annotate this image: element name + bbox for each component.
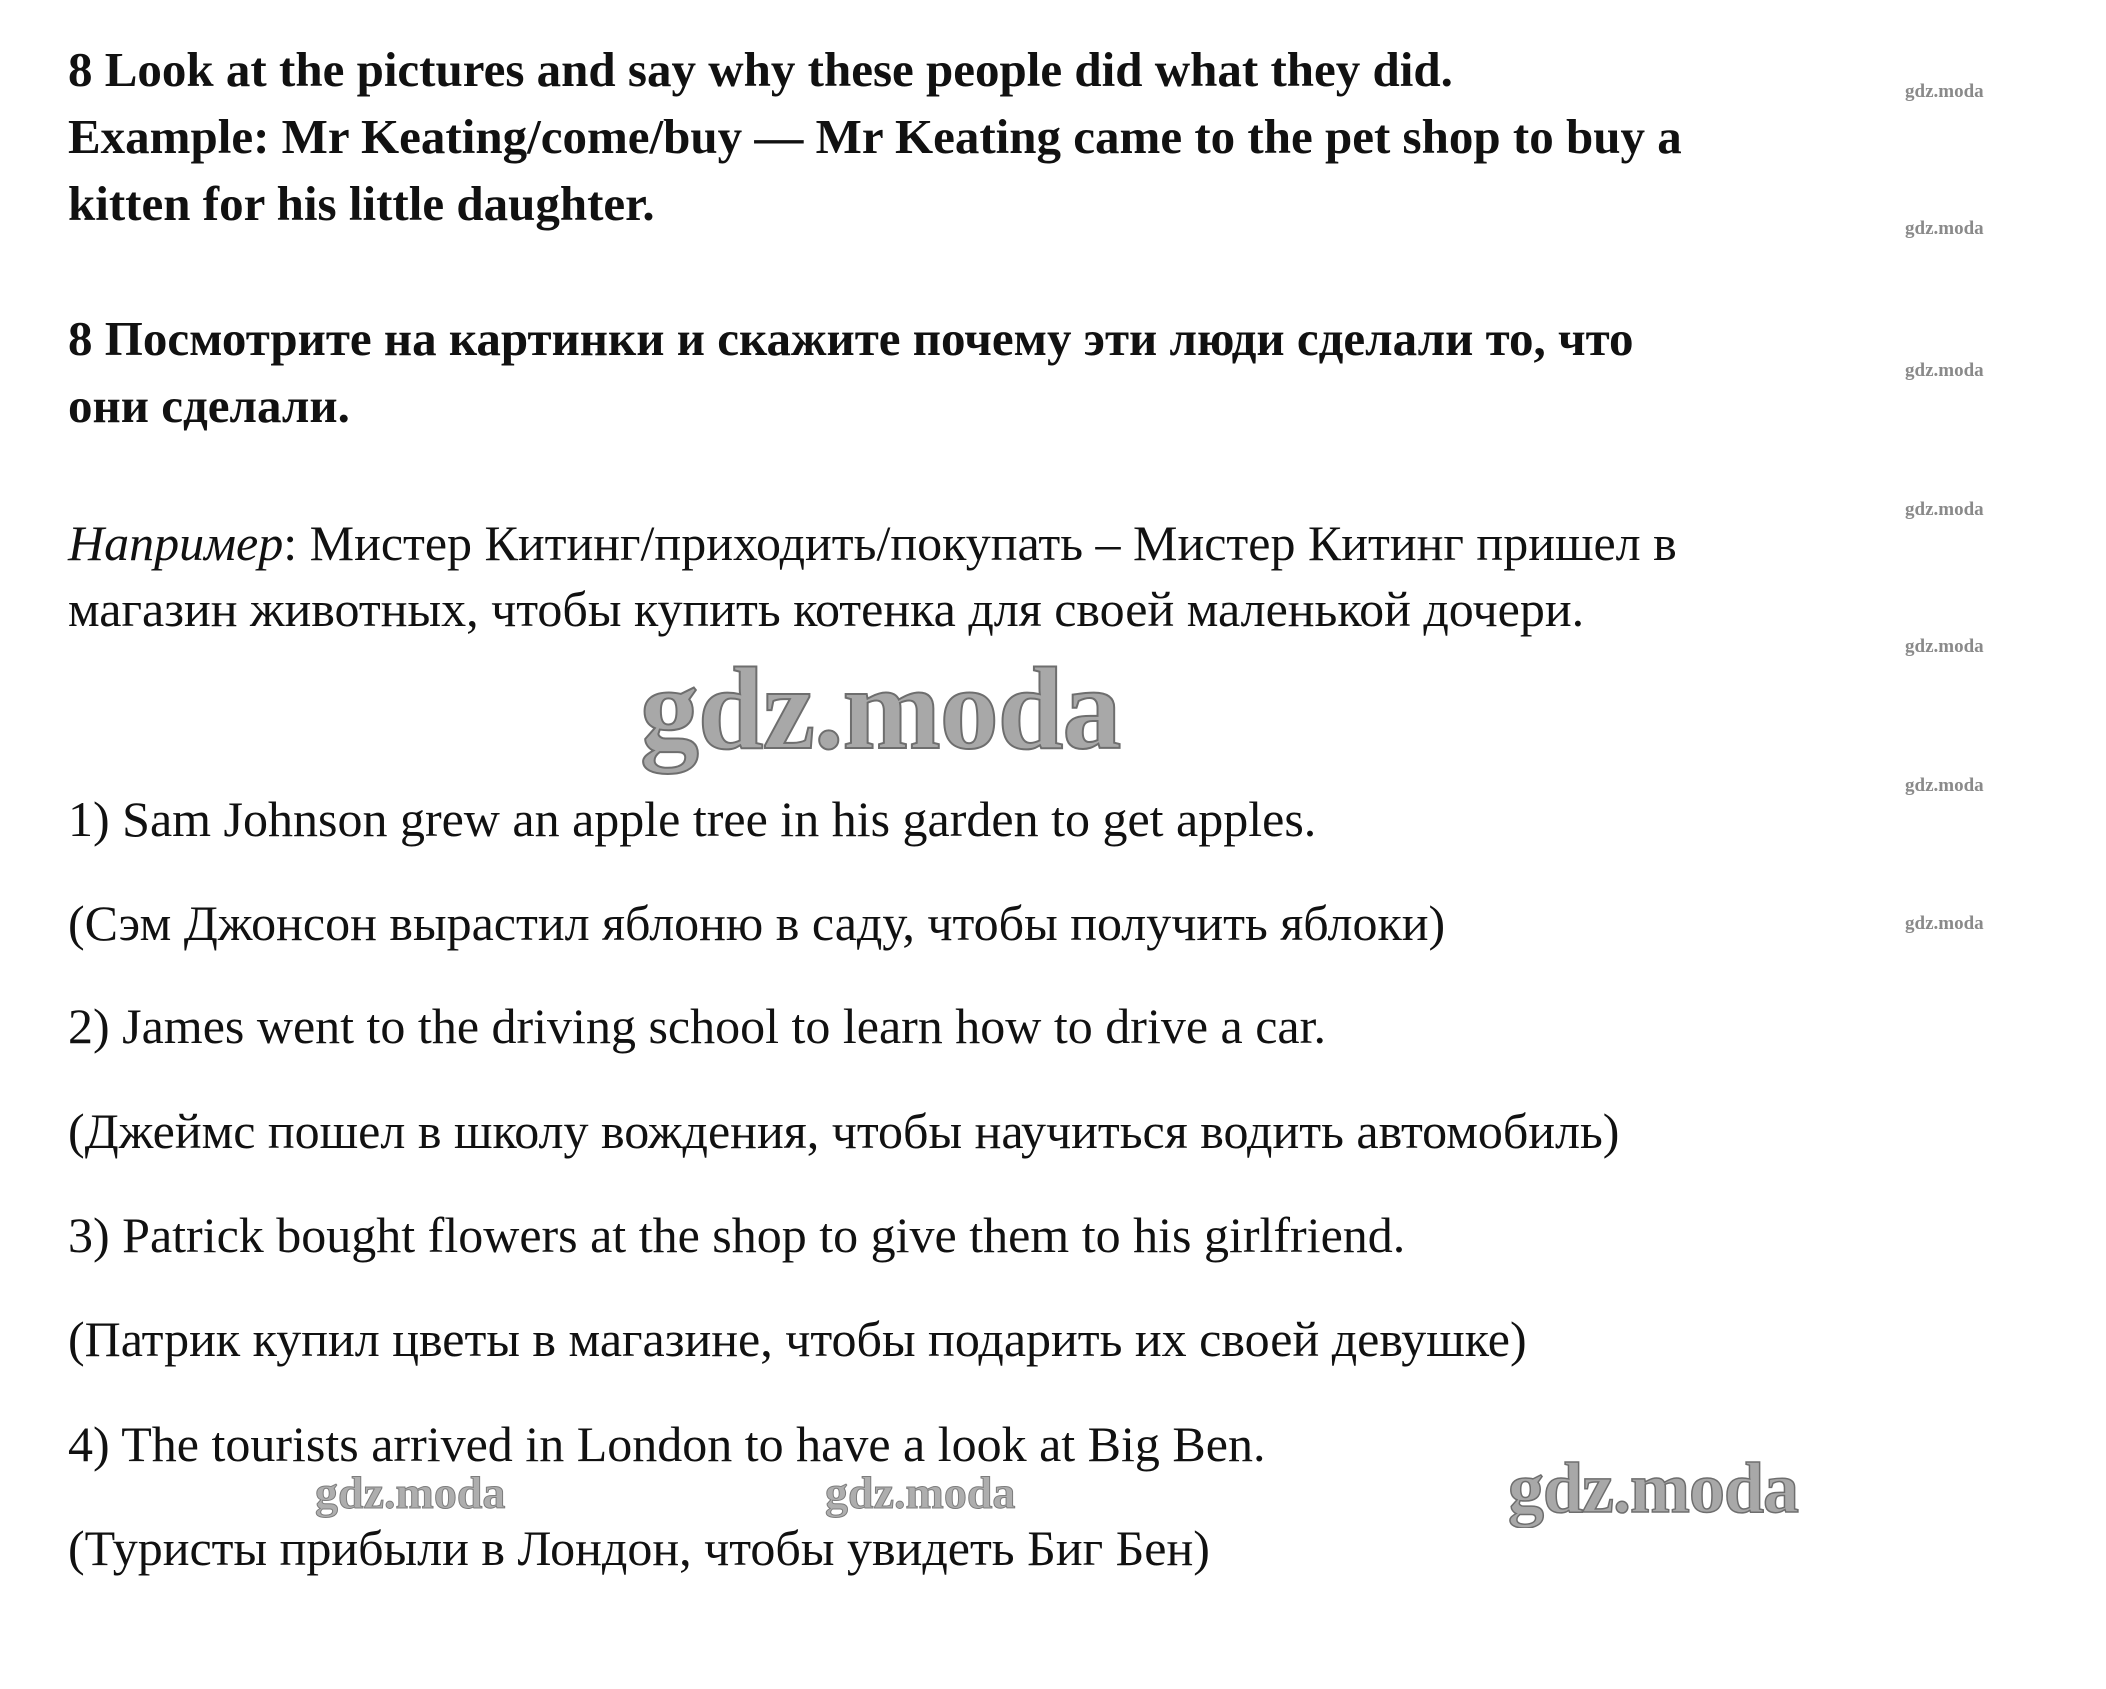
watermark-small: gdz.moda: [1905, 360, 1984, 381]
watermark-medium: gdz.moda: [315, 1467, 506, 1518]
task-en-line-3: kitten for his little daughter.: [68, 176, 655, 231]
task-en-line-2: Example: Mr Keating/come/buy — Mr Keating came to the pet shop to buy a: [68, 109, 1682, 164]
answer-3-ru: (Патрик купил цветы в магазине, чтобы подарить их своей девушке): [68, 1311, 1527, 1367]
watermark-small: gdz.moda: [1905, 913, 1984, 934]
answer-1-en: 1) Sam Johnson grew an apple tree in his garden to get apples.: [68, 791, 1317, 847]
watermark-small: gdz.moda: [1905, 636, 1984, 657]
watermark-small: gdz.moda: [1905, 81, 1984, 102]
task-ru-line-1: 8 Посмотрите на картинки и скажите почему эти люди сделали то, что: [68, 311, 1634, 366]
answer-2-en: 2) James went to the driving school to learn how to drive a car.: [68, 998, 1327, 1054]
watermark-small: gdz.moda: [1905, 499, 1984, 520]
answer-3-en: 3) Patrick bought flowers at the shop to give them to his girlfriend.: [68, 1207, 1406, 1263]
watermark-small: gdz.moda: [1905, 218, 1984, 239]
example-ru-line-2: магазин животных, чтобы купить котенка для своей маленькой дочери.: [68, 581, 1585, 637]
task-ru-line-2: они сделали.: [68, 378, 350, 433]
answer-4-ru: (Туристы прибыли в Лондон, чтобы увидеть Биг Бен): [68, 1520, 1210, 1576]
answer-4-en: 4) The tourists arrived in London to have a look at Big Ben.: [68, 1416, 1266, 1472]
watermark-medium: gdz.moda: [825, 1467, 1016, 1518]
watermark-small: gdz.moda: [1905, 775, 1984, 796]
watermark-large: gdz.moda: [640, 643, 1121, 774]
example-label: Например: [68, 515, 284, 571]
task-en-line-1: 8 Look at the pictures and say why these people did what they did.: [68, 42, 1453, 97]
example-ru-line-1: [68, 515, 1677, 571]
answer-2-ru: (Джеймс пошел в школу вождения, чтобы научиться водить автомобиль): [68, 1103, 1620, 1159]
answer-1-ru: (Сэм Джонсон вырастил яблоню в саду, чтобы получить яблоки): [68, 895, 1446, 951]
example-text: : Мистер Китинг/приходить/покупать – Мистер Китинг пришел в: [283, 515, 1677, 571]
watermark-large: gdz.moda: [1508, 1448, 1799, 1528]
